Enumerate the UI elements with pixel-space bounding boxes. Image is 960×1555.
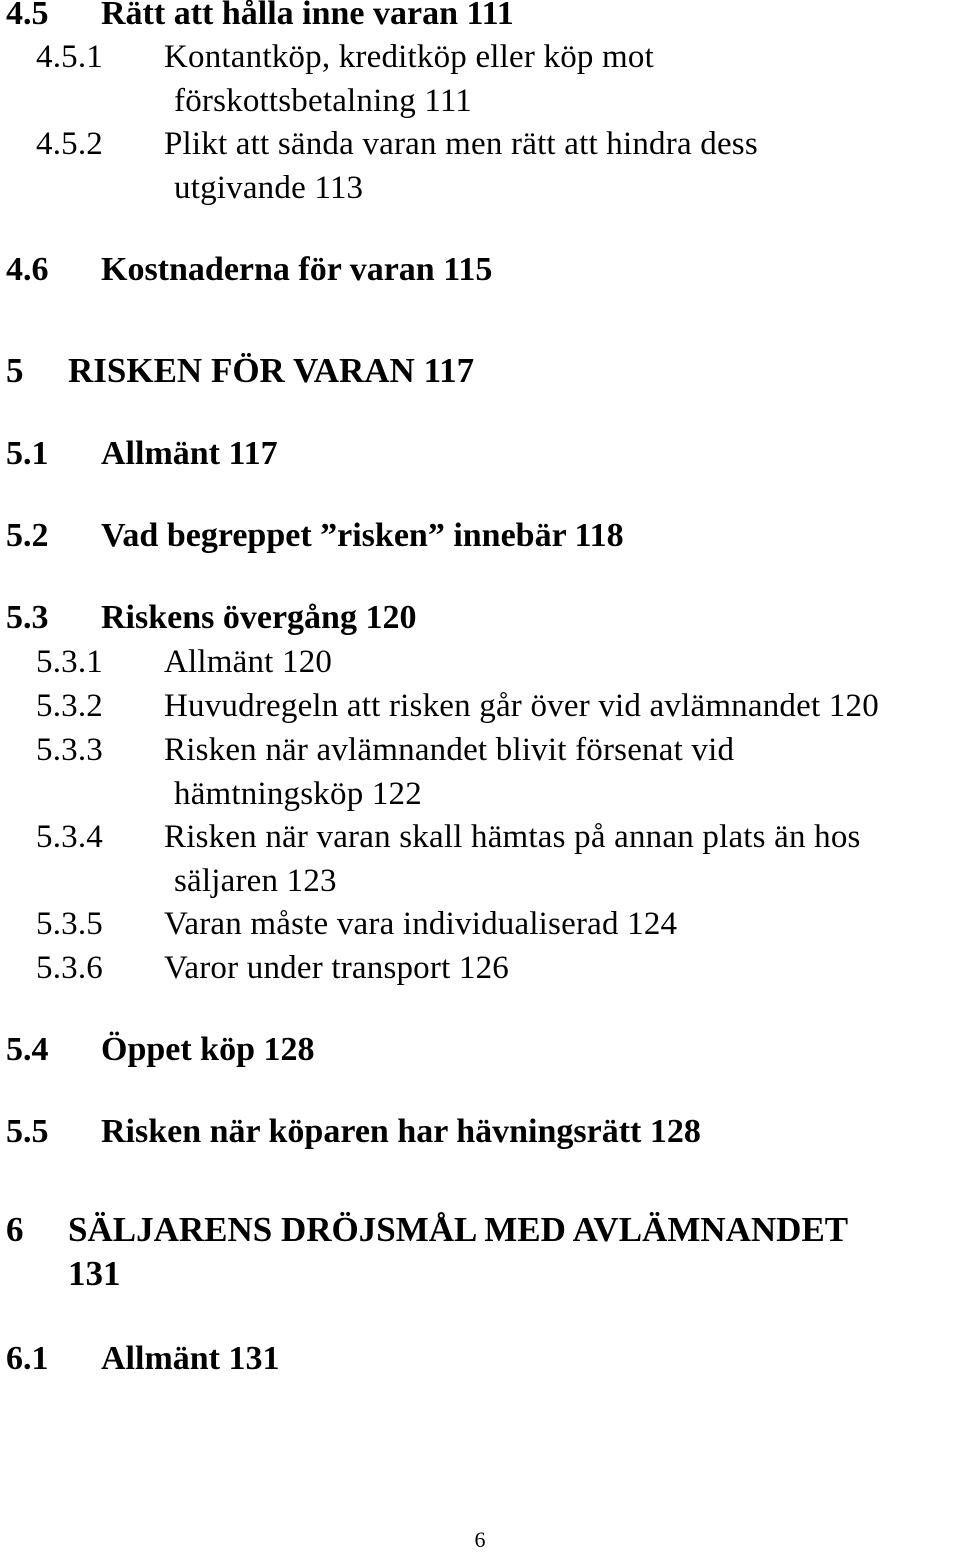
toc-entry — [0, 902, 960, 946]
toc-title-continuation: säljaren 123 — [174, 863, 337, 899]
toc-number: 5.1 — [6, 435, 49, 472]
toc-entry — [0, 1208, 960, 1296]
toc-number: 5.5 — [6, 1113, 49, 1150]
toc-title: Plikt att sända varan men rätt att hindra dess — [164, 126, 758, 162]
toc-number: 5.4 — [6, 1031, 49, 1068]
toc-number: 4.5.2 — [36, 126, 103, 162]
toc-number: 6 — [6, 1210, 24, 1249]
toc-title: Risken när avlämnandet blivit försenat vid — [164, 732, 735, 768]
toc-number: 5.3.6 — [36, 950, 103, 986]
toc-entry — [0, 248, 960, 292]
toc-title: SÄLJARENS DRÖJSMÅL MED AVLÄMNANDET — [68, 1210, 849, 1249]
toc-number: 5.3.3 — [36, 732, 103, 768]
toc-title: Huvudregeln att risken går över vid avlämnandet 120 — [164, 688, 879, 724]
toc-title-continuation: hämtningsköp 122 — [174, 776, 422, 812]
toc-entry — [0, 1337, 960, 1381]
toc-title-continuation: förskottsbetalning 111 — [174, 83, 473, 119]
toc-entry — [0, 640, 960, 684]
toc-number: 5 — [6, 351, 24, 390]
toc-number: 5.3 — [6, 599, 49, 636]
toc-entry — [0, 1028, 960, 1072]
toc-title: Allmänt 117 — [101, 435, 278, 472]
toc-entry — [0, 432, 960, 476]
toc-title: Risken när köparen har hävningsrätt 128 — [101, 1113, 701, 1150]
toc-number: 4.5 — [6, 0, 49, 32]
toc-title: Kontantköp, kreditköp eller köp mot — [164, 39, 654, 75]
toc-title: Vad begreppet ”risken” innebär 118 — [101, 517, 624, 554]
toc-title: Varor under transport 126 — [164, 950, 509, 986]
toc-title: Varan måste vara individualiserad 124 — [164, 906, 678, 942]
toc-number: 4.5.1 — [36, 39, 103, 75]
toc-title-continuation: 131 — [68, 1254, 121, 1293]
toc-number: 5.3.2 — [36, 688, 103, 724]
toc-entry — [0, 596, 960, 640]
toc-number: 5.3.4 — [36, 819, 103, 855]
toc-title: Allmänt 120 — [164, 644, 333, 680]
toc-entry — [0, 349, 960, 393]
toc-entry — [0, 35, 960, 123]
toc-number: 5.3.1 — [36, 644, 103, 680]
toc-title: Riskens övergång 120 — [101, 599, 417, 636]
toc-entry — [0, 0, 960, 36]
toc-number: 6.1 — [6, 1340, 49, 1377]
toc-entry — [0, 728, 960, 816]
toc-number: 5.3.5 — [36, 906, 103, 942]
toc-entry — [0, 815, 960, 903]
toc-title: Allmänt 131 — [101, 1340, 280, 1377]
page-number: 6 — [474, 1527, 486, 1552]
toc-title: RISKEN FÖR VARAN 117 — [68, 351, 475, 390]
toc-title: Risken när varan skall hämtas på annan plats än hos — [164, 819, 861, 855]
toc-entry — [0, 684, 960, 728]
toc-number: 4.6 — [6, 251, 49, 288]
toc-entry — [0, 946, 960, 990]
toc-entry — [0, 122, 960, 210]
toc-title-continuation: utgivande 113 — [174, 170, 364, 206]
toc-title: Kostnaderna för varan 115 — [101, 251, 493, 288]
toc-number: 5.2 — [6, 517, 49, 554]
toc-entry — [0, 1110, 960, 1154]
toc-entry — [0, 514, 960, 558]
toc-title: Rätt att hålla inne varan 111 — [101, 0, 514, 32]
toc-title: Öppet köp 128 — [101, 1031, 315, 1068]
